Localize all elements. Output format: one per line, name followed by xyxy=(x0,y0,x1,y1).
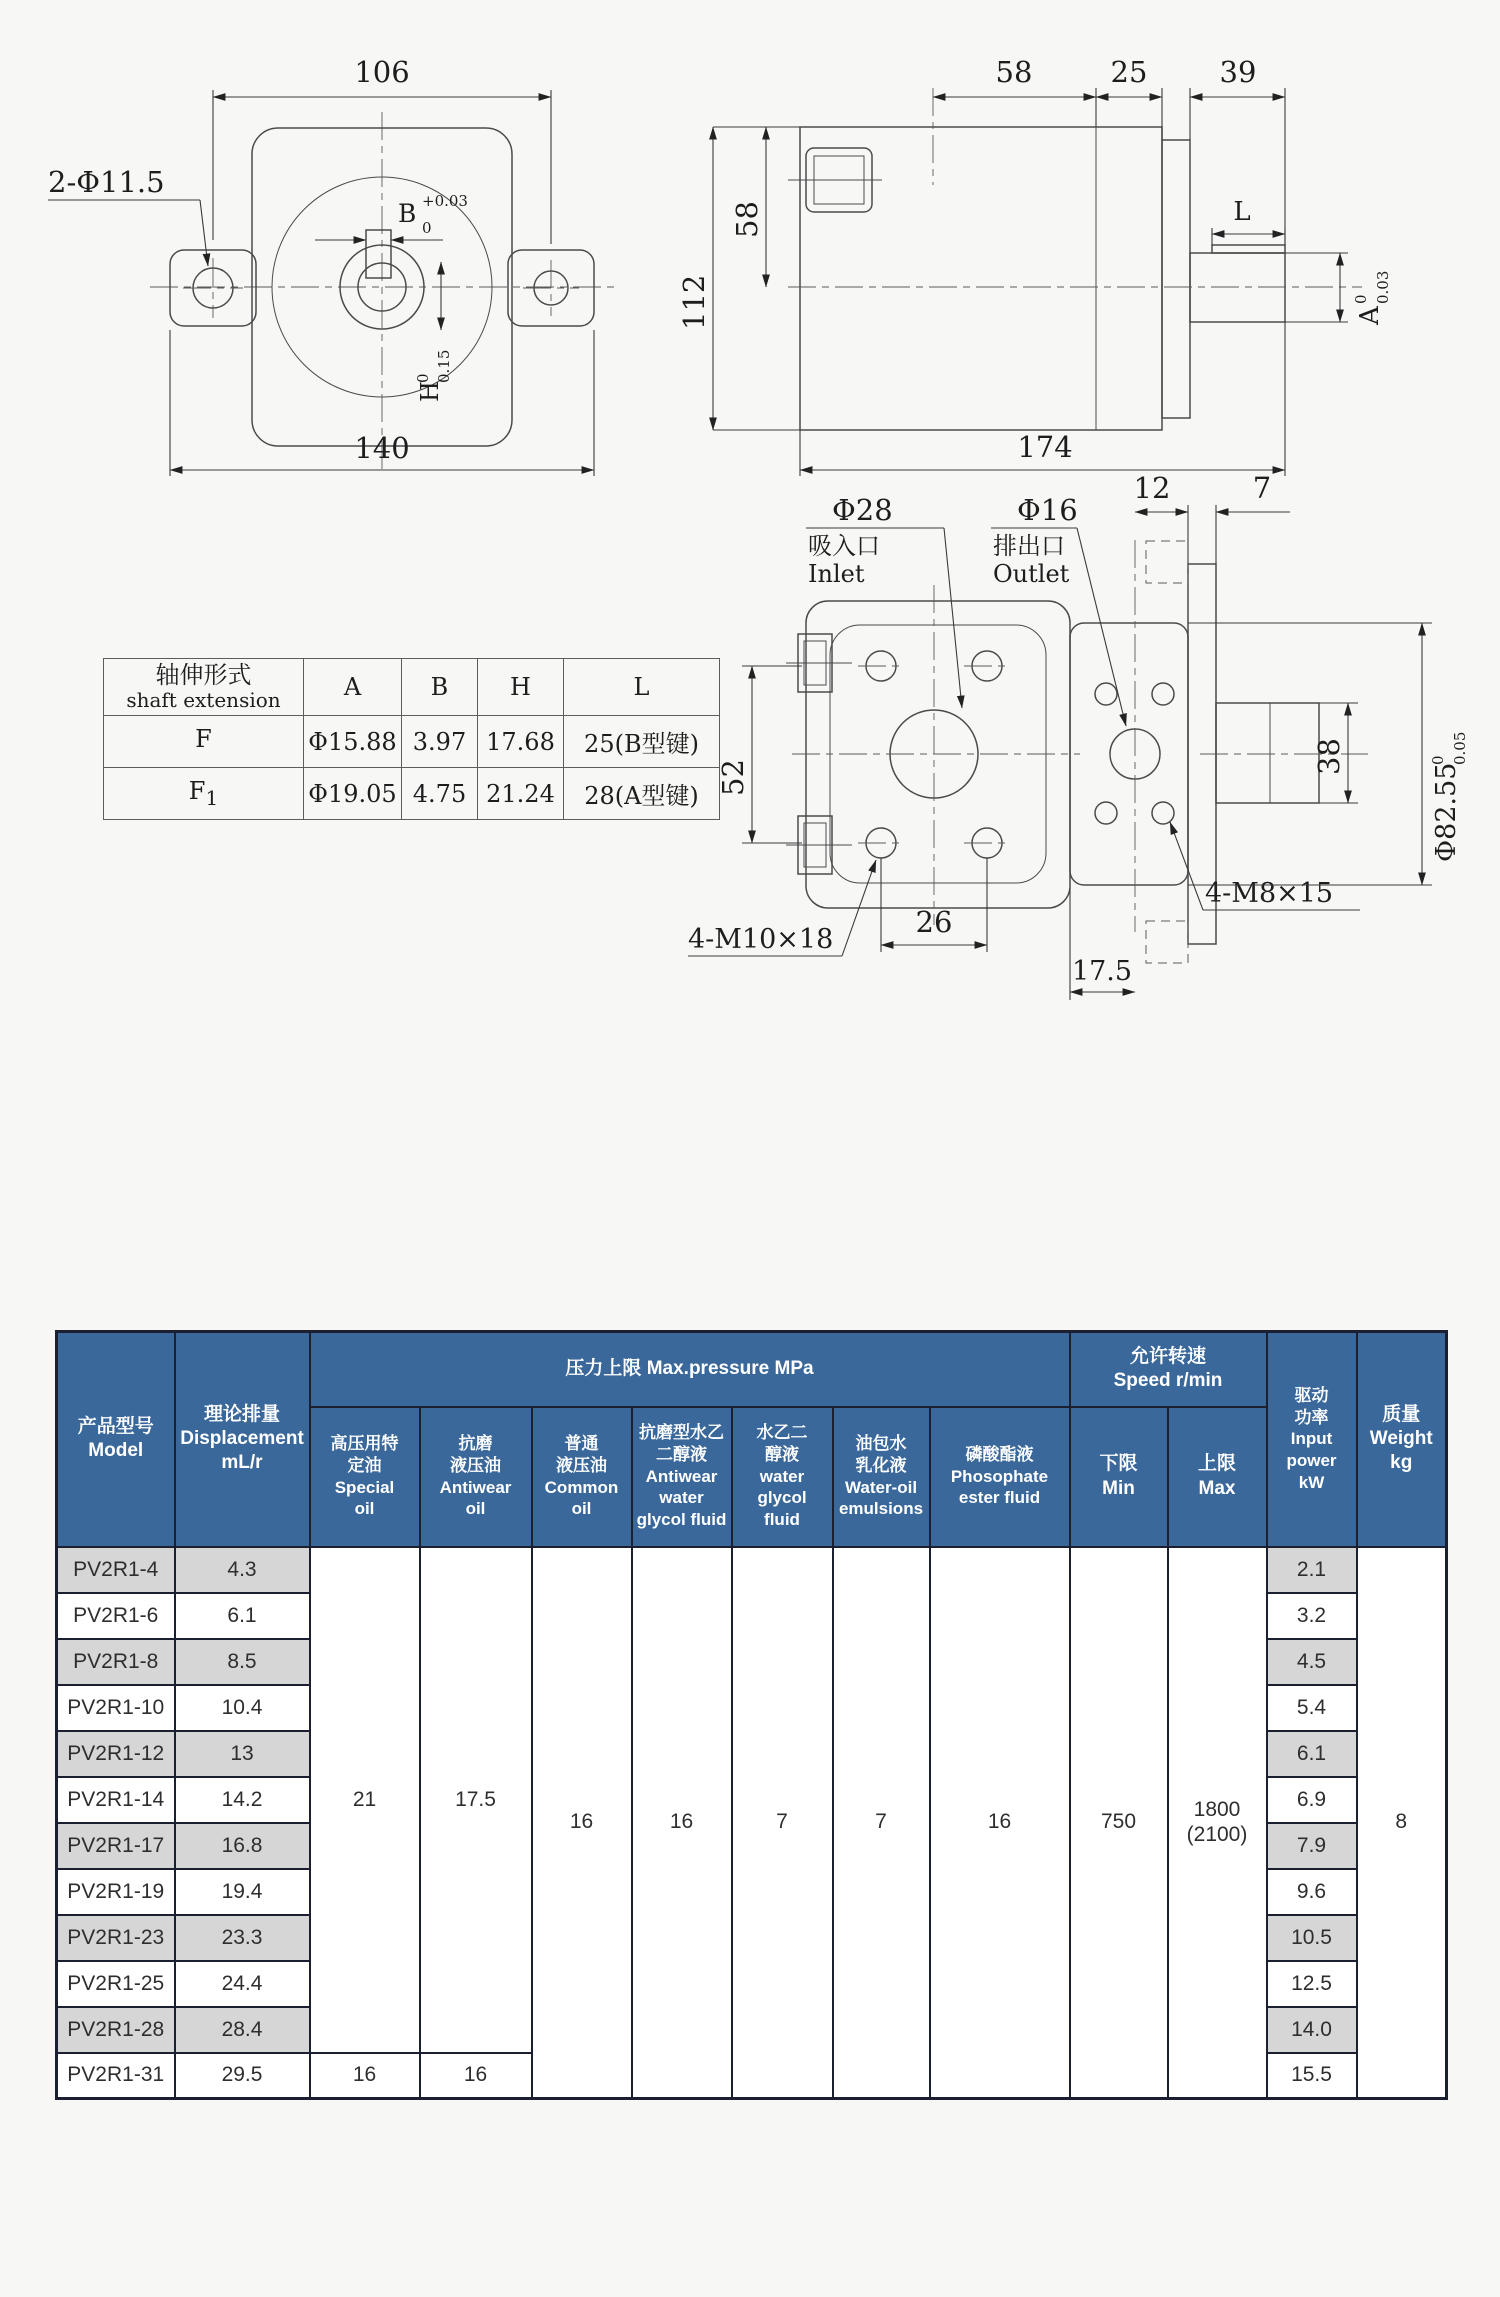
outlet-diameter: Φ16 xyxy=(1017,493,1078,527)
common-oil-value: 16 xyxy=(532,1547,632,2099)
bolts-m8-label: 4-M8×15 xyxy=(1205,878,1334,909)
shaft-A-value: Φ15.88 xyxy=(304,716,402,768)
header-speed: 允许转速 Speed r/min xyxy=(1070,1332,1267,1407)
dim-A-sup: 0 xyxy=(1352,294,1370,304)
phosphate-ester-value: 16 xyxy=(930,1547,1070,2099)
power-cell: 4.5 xyxy=(1267,1639,1357,1685)
spec-table xyxy=(55,1330,1448,2100)
shaft-B-value: 4.75 xyxy=(402,768,478,820)
special-oil-value-31: 16 xyxy=(310,2053,420,2099)
inlet-label-en: Inlet xyxy=(808,560,865,588)
header-model: 产品型号 Model xyxy=(57,1332,175,1547)
displacement-cell: 24.4 xyxy=(175,1961,310,2007)
power-cell: 14.0 xyxy=(1267,2007,1357,2053)
speed-min-value: 750 xyxy=(1070,1547,1168,2099)
power-cell: 7.9 xyxy=(1267,1823,1357,1869)
shaft-col-H: H xyxy=(478,659,564,716)
header-special-oil: 高压用特 定油 Special oil xyxy=(310,1407,420,1547)
dim-26: 26 xyxy=(915,905,953,939)
shaft-title-en: shaft extension xyxy=(126,687,281,712)
power-cell: 12.5 xyxy=(1267,1961,1357,2007)
spec-header-row-1 xyxy=(57,1332,1447,1407)
model-cell: PV2R1-10 xyxy=(57,1685,175,1731)
antiwear-oil-value: 17.5 xyxy=(420,1547,532,2053)
dim-A-sub: 0.03 xyxy=(1374,270,1392,304)
bottom-view xyxy=(688,471,1469,1000)
dim-H: H xyxy=(416,381,444,402)
header-displacement: 理论排量 Displacement mL/r xyxy=(175,1332,310,1547)
dim-pilot-sub: 0.05 xyxy=(1451,731,1469,765)
header-antiwear-water-glycol: 抗磨型水乙 二醇液 Antiwear water glycol fluid xyxy=(632,1407,732,1547)
header-water-oil-emulsions: 油包水 乳化液 Water-oil emulsions xyxy=(833,1407,930,1547)
dim-A: A xyxy=(1355,306,1385,325)
weight-value: 8 xyxy=(1357,1547,1447,2099)
power-cell: 6.1 xyxy=(1267,1731,1357,1777)
shaft-type: $F_1$ xyxy=(104,768,304,820)
displacement-cell: 23.3 xyxy=(175,1915,310,1961)
model-cell: PV2R1-17 xyxy=(57,1823,175,1869)
bolts-m10-label: 4-M10×18 xyxy=(688,924,834,955)
outlet-label-cn: 排出口 xyxy=(993,532,1065,560)
dim-7: 7 xyxy=(1252,471,1272,505)
model-cell: PV2R1-19 xyxy=(57,1869,175,1915)
water-glycol-value: 7 xyxy=(732,1547,833,2099)
antiwear-oil-value-31: 16 xyxy=(420,2053,532,2099)
model-cell: PV2R1-28 xyxy=(57,2007,175,2053)
dim-B-sup: +0.03 xyxy=(422,192,468,210)
model-cell: PV2R1-12 xyxy=(57,1731,175,1777)
front-view xyxy=(48,55,618,476)
shaft-type: F xyxy=(104,716,304,768)
inlet-diameter: Φ28 xyxy=(832,493,893,527)
shaft-A-value: Φ19.05 xyxy=(304,768,402,820)
displacement-cell: 28.4 xyxy=(175,2007,310,2053)
displacement-cell: 19.4 xyxy=(175,1869,310,1915)
shaft-extension-table xyxy=(103,658,720,820)
dim-12: 12 xyxy=(1133,471,1171,505)
displacement-cell: 14.2 xyxy=(175,1777,310,1823)
inlet-label-cn: 吸入口 xyxy=(808,532,880,560)
shaft-row-F xyxy=(104,716,720,768)
header-weight: 质量 Weight kg xyxy=(1357,1332,1447,1547)
header-max-pressure: 压力上限 Max.pressure MPa xyxy=(310,1332,1070,1407)
shaft-L-value: 25(B型键) xyxy=(564,716,720,768)
dim-38: 38 xyxy=(1312,738,1346,775)
header-input-power: 驱动 功率 Input power kW xyxy=(1267,1332,1357,1547)
power-cell: 10.5 xyxy=(1267,1915,1357,1961)
technical-drawing xyxy=(0,0,1500,1030)
special-oil-value: 21 xyxy=(310,1547,420,2053)
dim-174: 174 xyxy=(1017,430,1073,464)
displacement-cell: 8.5 xyxy=(175,1639,310,1685)
shaft-header-title xyxy=(104,659,304,716)
dim-39: 39 xyxy=(1219,55,1257,89)
dim-52: 52 xyxy=(716,759,750,796)
dim-B: B xyxy=(398,199,417,228)
shaft-col-L: L xyxy=(564,659,720,716)
power-cell: 5.4 xyxy=(1267,1685,1357,1731)
dim-58-left: 58 xyxy=(730,201,764,238)
antiwear-water-glycol-value: 16 xyxy=(632,1547,732,2099)
dim-17-5: 17.5 xyxy=(1071,956,1133,987)
dim-58-top: 58 xyxy=(995,55,1033,89)
power-cell: 3.2 xyxy=(1267,1593,1357,1639)
dim-H-sup: 0 xyxy=(414,373,432,383)
shaft-row-F1 xyxy=(104,768,720,820)
dim-pilot: Φ82.55 xyxy=(1431,762,1462,862)
dim-106: 106 xyxy=(354,55,410,89)
displacement-cell: 13 xyxy=(175,1731,310,1777)
shaft-B-value: 3.97 xyxy=(402,716,478,768)
side-view xyxy=(677,55,1392,476)
speed-max-value: 1800 (2100) xyxy=(1168,1547,1267,2099)
dim-pilot-sup: 0 xyxy=(1429,755,1447,765)
shaft-header-row xyxy=(104,659,720,716)
dim-B-sub: 0 xyxy=(422,219,432,237)
power-cell: 15.5 xyxy=(1267,2053,1357,2099)
power-cell: 2.1 xyxy=(1267,1547,1357,1593)
model-cell: PV2R1-8 xyxy=(57,1639,175,1685)
model-cell: PV2R1-6 xyxy=(57,1593,175,1639)
model-cell: PV2R1-31 xyxy=(57,2053,175,2099)
shaft-col-A: A xyxy=(304,659,402,716)
shaft-H-value: 17.68 xyxy=(478,716,564,768)
dim-140: 140 xyxy=(354,431,410,465)
displacement-cell: 6.1 xyxy=(175,1593,310,1639)
header-antiwear-oil: 抗磨 液压油 Antiwear oil xyxy=(420,1407,532,1547)
dim-H-sub: 0.15 xyxy=(435,349,453,383)
header-water-glycol: 水乙二 醇液 water glycol fluid xyxy=(732,1407,833,1547)
displacement-cell: 16.8 xyxy=(175,1823,310,1869)
header-phosphate-ester: 磷酸酯液 Phosophate ester fluid xyxy=(930,1407,1070,1547)
model-cell: PV2R1-4 xyxy=(57,1547,175,1593)
header-speed-min: 下限 Min xyxy=(1070,1407,1168,1547)
power-cell: 9.6 xyxy=(1267,1869,1357,1915)
water-oil-emulsions-value: 7 xyxy=(833,1547,930,2099)
shaft-title-cn: 轴伸形式 xyxy=(155,661,252,690)
header-speed-max: 上限 Max xyxy=(1168,1407,1267,1547)
header-common-oil: 普通 液压油 Common oil xyxy=(532,1407,632,1547)
dim-25: 25 xyxy=(1110,55,1148,89)
spec-row xyxy=(57,1547,1447,1593)
model-cell: PV2R1-14 xyxy=(57,1777,175,1823)
shaft-col-B: B xyxy=(402,659,478,716)
model-cell: PV2R1-25 xyxy=(57,1961,175,2007)
holes-label: 2-Φ11.5 xyxy=(48,165,165,199)
displacement-cell: 4.3 xyxy=(175,1547,310,1593)
dim-L: L xyxy=(1233,197,1251,227)
displacement-cell: 10.4 xyxy=(175,1685,310,1731)
dim-112: 112 xyxy=(677,274,711,330)
power-cell: 6.9 xyxy=(1267,1777,1357,1823)
shaft-H-value: 21.24 xyxy=(478,768,564,820)
outlet-label-en: Outlet xyxy=(993,560,1070,588)
displacement-cell: 29.5 xyxy=(175,2053,310,2099)
shaft-L-value: 28(A型键) xyxy=(564,768,720,820)
model-cell: PV2R1-23 xyxy=(57,1915,175,1961)
